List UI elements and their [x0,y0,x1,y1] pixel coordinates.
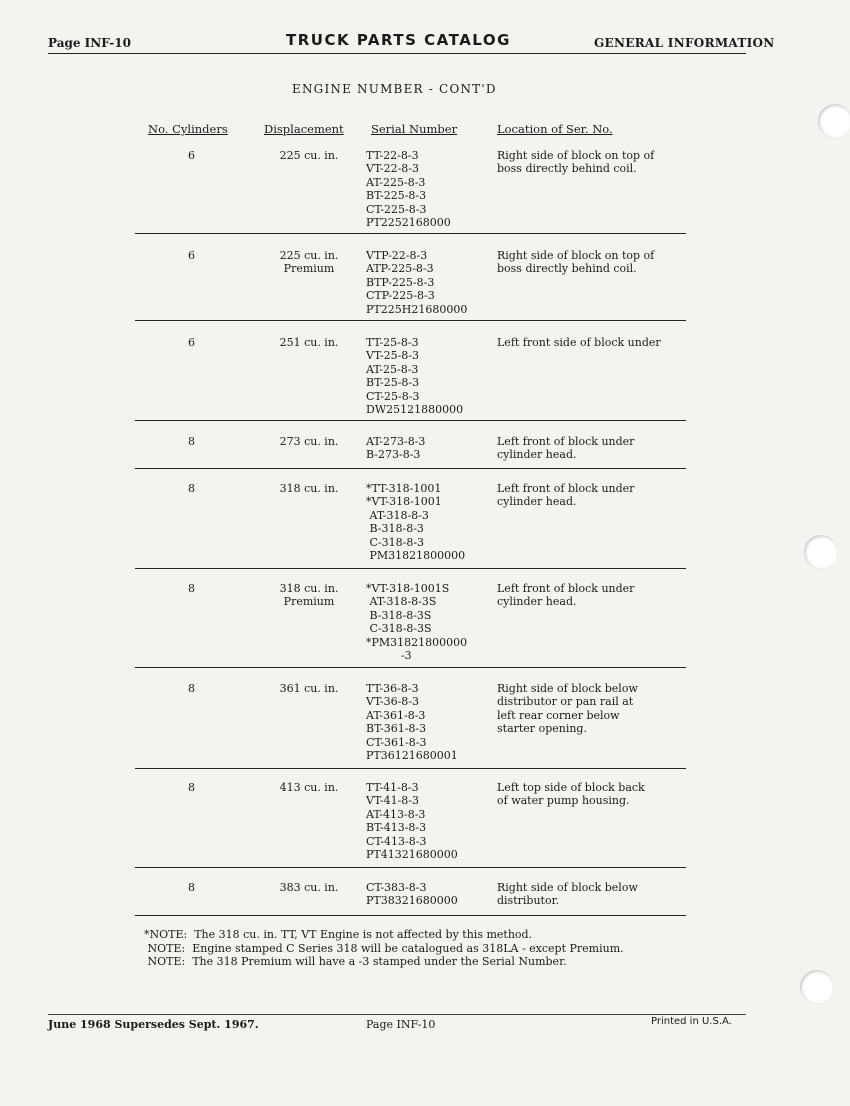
header-section: GENERAL INFORMATION [594,36,775,50]
row-6-location: Left front of block under cylinder head. [497,582,635,609]
row-2-cylinders: 6 [188,249,195,262]
row-1-serial: TT-22-8-3 VT-22-8-3 AT-225-8-3 BT-225-8-3 CT-225-8-3 PT2252168000 [366,149,451,230]
footer-rule [48,1014,746,1015]
row-8-location: Left top side of block back of water pump housing. [497,781,645,808]
row-3-displacement: 251 cu. in. [279,336,339,349]
row-9-cylinders: 8 [188,881,195,894]
row-7-displacement: 361 cu. in. [279,682,339,695]
row-6-cylinders: 8 [188,582,195,595]
row-divider [135,420,686,421]
column-header-location: Location of Ser. No. [497,122,613,136]
row-3-cylinders: 6 [188,336,195,349]
row-divider [135,233,686,234]
row-3-serial: TT-25-8-3 VT-25-8-3 AT-25-8-3 BT-25-8-3 CT-25-8-3 DW25121880000 [366,336,464,417]
footer-date: June 1968 Supersedes Sept. 1967. [48,1018,259,1031]
row-divider [135,320,686,321]
row-7-serial: TT-36-8-3 VT-36-8-3 AT-361-8-3 BT-361-8-3 CT-361-8-3 PT36121680001 [366,682,458,763]
row-divider [135,915,686,916]
column-header-displacement: Displacement [264,122,344,136]
row-4-cylinders: 8 [188,435,195,448]
section-subtitle: ENGINE NUMBER - CONT'D [292,82,497,96]
row-8-cylinders: 8 [188,781,195,794]
row-5-location: Left front of block under cylinder head. [497,482,635,509]
row-9-serial: CT-383-8-3 PT38321680000 [366,881,458,908]
note-2: NOTE: Engine stamped C Series 318 will be catalogued as 318LA - except Premium. [144,941,624,955]
row-8-displacement: 413 cu. in. [279,781,339,794]
row-2-location: Right side of block on top of boss directly behind coil. [497,249,655,276]
row-5-serial: *TT-318-1001 *VT-318-1001 AT-318-8-3 B-318-8-3 C-318-8-3 PM31821800000 [366,482,466,563]
row-5-cylinders: 8 [188,482,195,495]
row-5-displacement: 318 cu. in. [279,482,339,495]
row-1-location: Right side of block on top of boss directly behind coil. [497,149,655,176]
row-9-displacement: 383 cu. in. [279,881,339,894]
header-title: TRUCK PARTS CATALOG [286,31,511,49]
row-2-serial: VTP-22-8-3 ATP-225-8-3 BTP-225-8-3 CTP-225-8-3 PT225H21680000 [366,249,468,316]
row-6-serial: *VT-318-1001S AT-318-8-3S B-318-8-3S C-318-8-3S *PM31821800000 -3 [366,582,468,663]
note-1: *NOTE: The 318 cu. in. TT, VT Engine is not affected by this method. [144,928,533,941]
row-2-displacement: 225 cu. in. Premium [279,249,339,276]
punch-hole-middle [804,535,838,569]
row-4-location: Left front of block under cylinder head. [497,435,635,462]
row-4-displacement: 273 cu. in. [279,435,339,448]
row-divider [135,768,686,769]
column-header-cylinders: No. Cylinders [148,122,228,136]
row-1-cylinders: 6 [188,149,195,162]
row-6-displacement: 318 cu. in. Premium [279,582,339,609]
column-header-serial: Serial Number [371,122,458,136]
row-4-serial: AT-273-8-3 B-273-8-3 [366,435,426,462]
header-page-label: Page INF-10 [48,36,131,50]
row-3-location: Left front side of block under [497,336,661,349]
punch-hole-top [818,104,850,138]
row-7-location: Right side of block below distributor or pan rail at left rear corner below starter opening. [497,682,638,736]
footer-page-label: Page INF-10 [366,1018,436,1031]
notes-block [144,928,624,969]
row-1-displacement: 225 cu. in. [279,149,339,162]
footer-printed: Printed in U.S.A. [651,1016,732,1027]
row-divider [135,867,686,868]
row-8-serial: TT-41-8-3 VT-41-8-3 AT-413-8-3 BT-413-8-3 CT-413-8-3 PT41321680000 [366,781,458,862]
header-rule [48,53,746,54]
punch-hole-bottom [800,970,834,1004]
row-9-location: Right side of block below distributor. [497,881,638,908]
note-3: NOTE: The 318 Premium will have a -3 stamped under the Serial Number. [144,955,567,968]
row-divider [135,667,686,668]
row-divider [135,468,686,469]
row-7-cylinders: 8 [188,682,195,695]
row-divider [135,568,686,569]
